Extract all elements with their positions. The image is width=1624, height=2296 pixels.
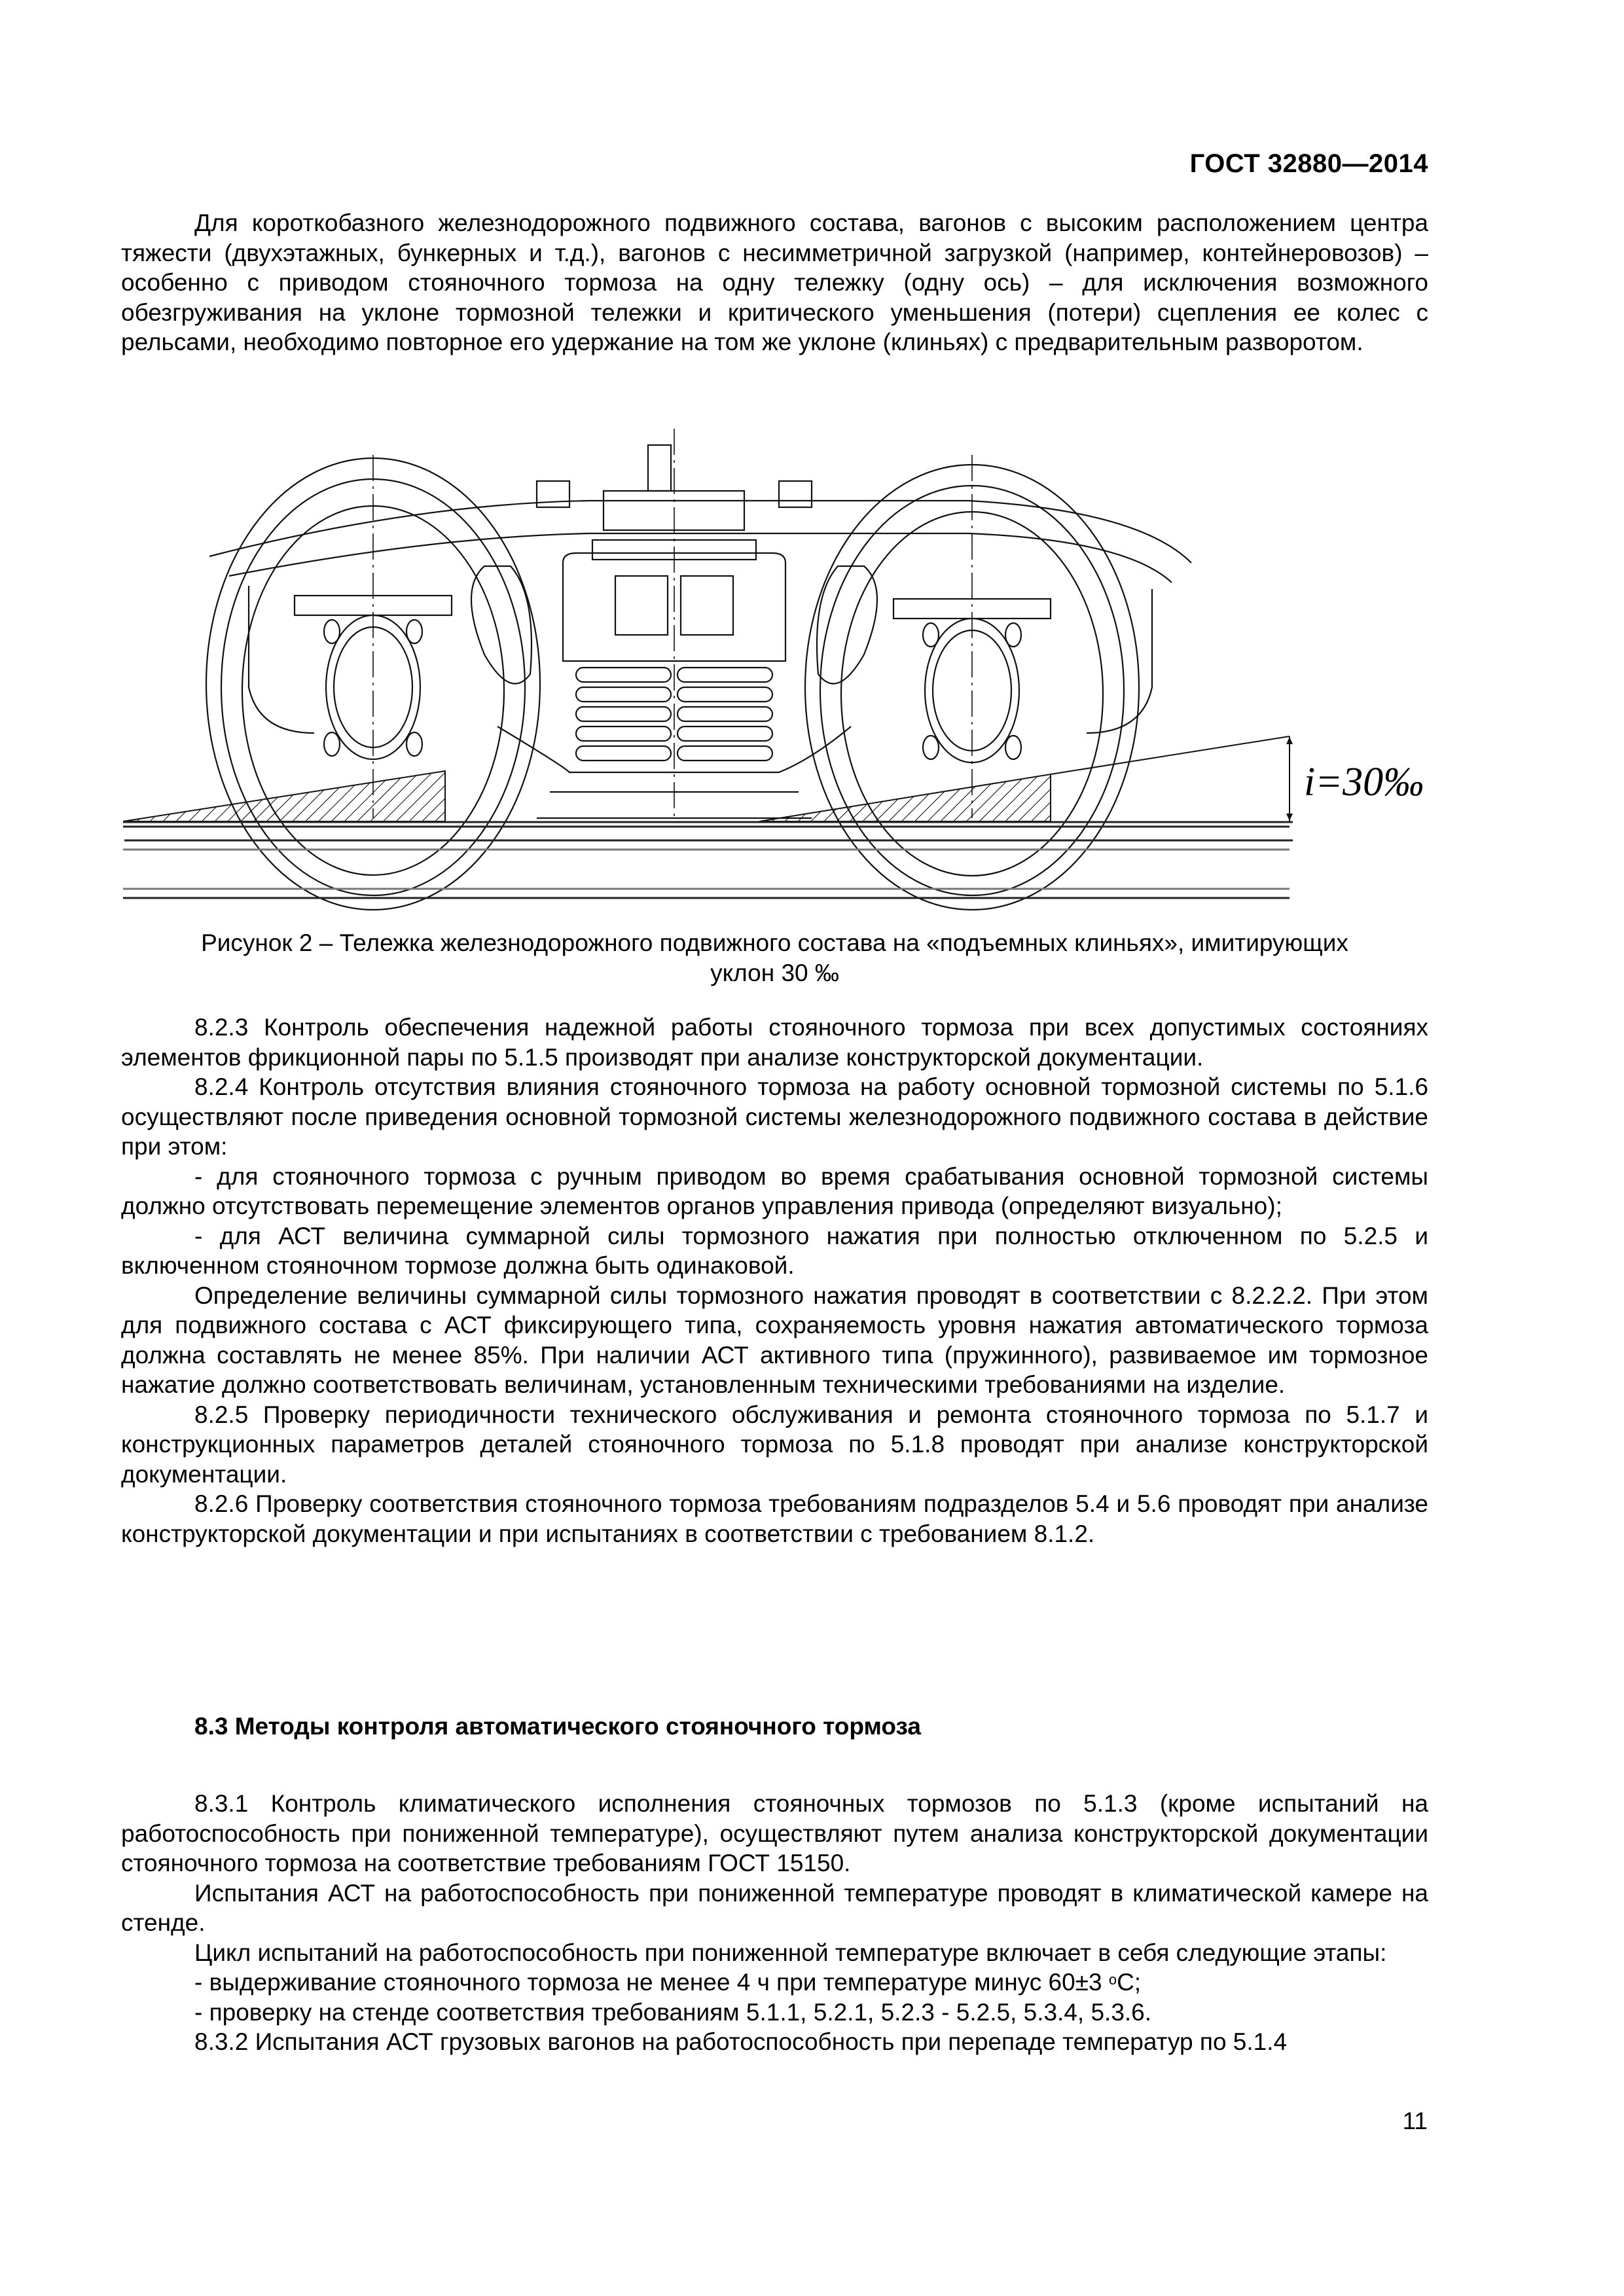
section-8-2-block [121,1013,1428,1549]
paragraph-determination: Определение величины суммарной силы тормозного нажатия проводят в соответствии с 8.2.2.2. При этом для подвижного состава с АСТ фиксирующего типа, сохраняемость уровня нажатия автоматического тормоза должна составлять не менее 85%. При наличии АСТ активного типа (пружинного), развиваемое им тормозное нажатие должно соответствовать величинам, установленным техническими требованиями на изделие. [121,1282,1428,1398]
paragraph-8-2-4-item-1: - для стояночного тормоза с ручным приводом во время срабатывания основной тормозной системы должно отсутствовать перемещение элементов органов управления привода (определяют визуально); [121,1162,1428,1219]
figure-caption-line-1: Рисунок 2 – Тележка железнодорожного подвижного состава на «подъемных клиньях», имитирующих [201,929,1348,956]
intro-paragraph-block [121,208,1428,357]
paragraph-8-3-1: 8.3.1 Контроль климатического исполнения стояночных тормозов по 5.1.3 (кроме испытаний на работоспособность при пониженной температуре), осуществляют путем анализа конструкторской документации стояночного тормоза на соответствие требованиям ГОСТ 15150. [121,1790,1428,1876]
degree-sign: o [1108,1971,1117,1988]
intro-paragraph: Для короткобазного железнодорожного подвижного состава, вагонов с высоким расположением центра тяжести (двухэтажных, бункерных и т.д.), вагонов с несимметричной загрузкой (например, контейнеровозов) – особенно с приводом стояночного тормоза на одну тележку (одну ось) – для исключения возможного обезгруживания на уклоне тормозной тележки и критического уменьшения (потери) сцепления ее колес с рельсами, необходимо повторное его удержание на том же уклоне (клиньях) с предварительным разворотом. [121,209,1428,355]
paragraph-8-3-2: 8.3.2 Испытания АСТ грузовых вагонов на работоспособность при перепаде температур по 5.1.4 [194,2028,1288,2055]
figure-caption [121,928,1428,988]
right-wedge [759,774,1051,821]
paragraph-8-2-6: 8.2.6 Проверку соответствия стояночного тормоза требованиям подразделов 5.4 и 5.6 проводят при анализе конструкторской документации и при испытаниях в соответствии с требованием 8.1.2. [121,1490,1428,1547]
paragraph-cycle: Цикл испытаний на работоспособность при пониженной температуре включает в себя следующие этапы: [194,1939,1387,1966]
cycle-item-1-text: - выдерживание стояночного тормоза не менее 4 ч при температуре минус 60±3 [194,1969,1109,1996]
cycle-item-1 [121,1967,1428,1998]
paragraph-8-2-5: 8.2.5 Проверку периодичности технического обслуживания и ремонта стояночного тормоза по 5.1.7 и конструкционных параметров деталей стояночного тормоза по 5.1.8 проводят при анализе конструкторской документации. [121,1401,1428,1488]
section-8-3-heading: 8.3 Методы контроля автоматического стояночного тормоза [194,1713,921,1740]
document-code-header: ГОСТ 32880—2014 [1189,149,1428,178]
cycle-item-2: - проверку на стенде соответствия требованиям 5.1.1, 5.2.1, 5.2.3 - 5.2.5, 5.3.4, 5.3.6. [194,1998,1152,2026]
left-wedge [123,771,445,821]
paragraph-8-2-3: 8.2.3 Контроль обеспечения надежной работы стояночного тормоза при всех допустимых состояниях элементов фрикционной пары по 5.1.5 производят при анализе конструкторской документации. [121,1014,1428,1071]
paragraph-8-2-4: 8.2.4 Контроль отсутствия влияния стояночного тормоза на работу основной тормозной системы по 5.1.6 осуществляют после приведения основной тормозной системы железнодорожного подвижного состава в действие при этом: [121,1073,1428,1160]
figure-bogie-on-wedges [118,425,1492,916]
page-number: 11 [1402,2108,1428,2134]
paragraph-tests: Испытания АСТ на работоспособность при пониженной температуре проводят в климатической камере на стенде. [121,1879,1428,1936]
paragraph-8-2-4-item-2: - для АСТ величина суммарной силы тормозного нажатия при полностью отключенном по 5.2.5 и включенном стояночном тормозе должна быть одинаковой. [121,1222,1428,1279]
section-8-3-block [121,1789,1428,2057]
cycle-item-1-unit: С; [1117,1969,1142,1996]
slope-label: i=30‰ [1304,760,1424,804]
figure-caption-line-2: уклон 30 ‰ [710,959,839,986]
right-wheel [805,465,1139,910]
